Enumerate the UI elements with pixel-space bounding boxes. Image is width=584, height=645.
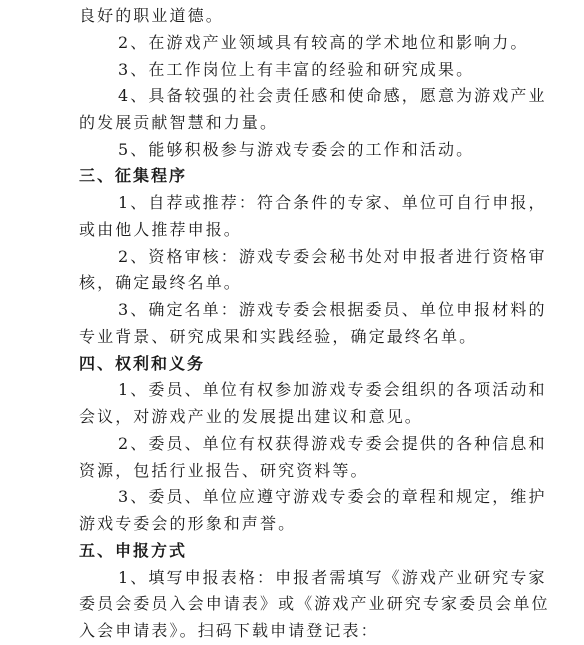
text-line-18: 资源，包括行业报告、研究资料等。 <box>79 460 369 480</box>
text-line-23: 委员会委员入会申请表》或《游戏产业研究专家委员会单位 <box>79 594 550 614</box>
text-line-2: 2、在游戏产业领域具有较高的学术地位和影响力。 <box>118 32 529 52</box>
section-heading-4: 四、权利和义务 <box>79 353 206 373</box>
text-line-1: 良好的职业道德。 <box>79 6 224 25</box>
text-line-20: 游戏专委会的形象和声誉。 <box>79 514 297 533</box>
text-line-19: 3、委员、单位应遵守游戏专委会的章程和规定，维护 <box>118 487 547 507</box>
text-line-8: 1、自荐或推荐：符合条件的专家、单位可自行申报， <box>118 193 547 213</box>
text-line-11: 核，确定最终名单。 <box>79 273 242 293</box>
text-line-5: 的发展贡献智慧和力量。 <box>79 113 279 132</box>
text-line-22: 1、填写申报表格：申报者需填写《游戏产业研究专家 <box>118 567 547 587</box>
text-line-13: 专业背景、研究成果和实践经验，确定最终名单。 <box>79 326 478 346</box>
section-heading-3: 三、征集程序 <box>79 166 188 186</box>
text-line-4: 4、具备较强的社会责任感和使命感，愿意为游戏产业 <box>118 86 547 106</box>
section-heading-5: 五、申报方式 <box>79 540 188 560</box>
text-line-10: 2、资格审核：游戏专委会秘书处对申报者进行资格审 <box>118 246 547 266</box>
text-line-24: 入会申请表》。扫码下载申请登记表： <box>79 621 379 640</box>
text-line-17: 2、委员、单位有权获得游戏专委会提供的各种信息和 <box>118 433 547 453</box>
text-line-9: 或由他人推荐申报。 <box>79 219 242 239</box>
text-line-3: 3、在工作岗位上有丰富的经验和研究成果。 <box>118 59 475 79</box>
text-line-15: 1、委员、单位有权参加游戏专委会组织的各项活动和 <box>118 380 547 400</box>
text-line-16: 会议，对游戏产业的发展提出建议和意见。 <box>79 407 423 427</box>
text-line-6: 5、能够积极参与游戏专委会的工作和活动。 <box>118 139 475 159</box>
text-line-12: 3、确定名单：游戏专委会根据委员、单位申报材料的 <box>118 300 547 320</box>
